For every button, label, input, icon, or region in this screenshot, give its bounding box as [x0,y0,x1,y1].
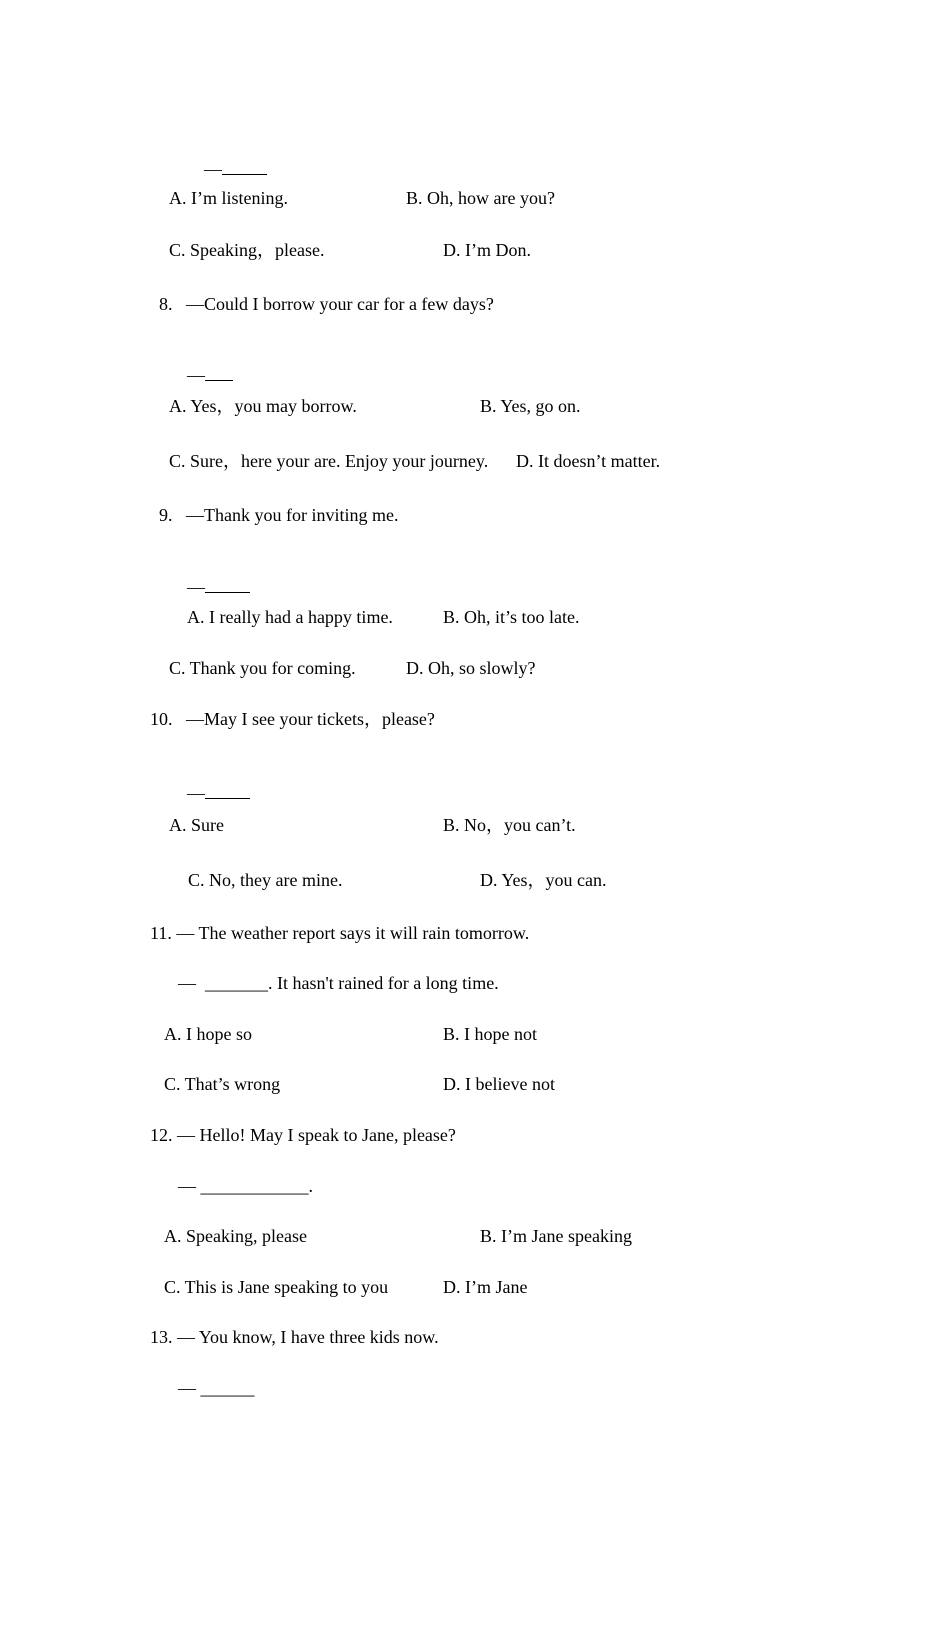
q10-prompt: —May I see your tickets，please? [186,709,435,729]
q8-option-d: D. It doesn’t matter. [516,451,661,471]
q10-reply-dash: — [187,783,205,803]
q11-option-c: C. That’s wrong [164,1074,281,1094]
q11-option-d: D. I believe not [443,1074,555,1094]
q10-answer-blank [205,782,250,799]
q10-option-a: A. Sure [169,815,224,835]
q10-option-b: B. No，you can’t. [443,815,576,835]
q12-option-d: D. I’m Jane [443,1277,528,1297]
q8-option-a: A. Yes，you may borrow. [169,396,357,416]
q8-reply-dash: — [187,365,205,385]
q10-number: 10. [150,709,173,729]
q12-option-b: B. I’m Jane speaking [480,1226,632,1246]
q9-prompt: —Thank you for inviting me. [186,505,399,525]
q12-prompt: 12. — Hello! May I speak to Jane, please? [150,1125,456,1145]
q9-reply-dash: — [187,577,205,597]
q9-answer-blank [205,576,250,593]
q8-prompt: —Could I borrow your car for a few days? [186,294,494,314]
q7-option-d: D. I’m Don. [443,240,531,260]
q7-answer-blank [222,158,267,175]
q13-prompt: 13. — You know, I have three kids now. [150,1327,439,1347]
q8-option-c: C. Sure，here your are. Enjoy your journey. [169,451,489,471]
q8-answer-blank [205,364,233,381]
q9-option-b: B. Oh, it’s too late. [443,607,580,627]
q8-number: 8. [159,294,173,314]
q12-option-c: C. This is Jane speaking to you [164,1277,389,1297]
q9-number: 9. [159,505,173,525]
q8-option-b: B. Yes, go on. [480,396,581,416]
q7-option-a: A. I’m listening. [169,188,288,208]
q11-option-a: A. I hope so [164,1024,252,1044]
q11-prompt: 11. — The weather report says it will rain tomorrow. [150,923,530,943]
q12-option-a: A. Speaking, please [164,1226,307,1246]
q7-reply-dash: — [204,159,222,179]
q13-reply: — ______ [178,1378,255,1398]
q10-option-c: C. No, they are mine. [188,870,343,890]
q12-reply: — ____________. [178,1176,313,1196]
q11-option-b: B. I hope not [443,1024,537,1044]
q10-option-d: D. Yes，you can. [480,870,607,890]
q9-option-c: C. Thank you for coming. [169,658,356,678]
q7-option-c: C. Speaking，please. [169,240,325,260]
q10-reply-line [169,762,250,823]
q11-reply: — _______. It hasn't rained for a long time. [178,973,499,993]
q9-option-d: D. Oh, so slowly? [406,658,536,678]
q9-option-a: A. I really had a happy time. [187,607,393,627]
q7-option-b: B. Oh, how are you? [406,188,555,208]
